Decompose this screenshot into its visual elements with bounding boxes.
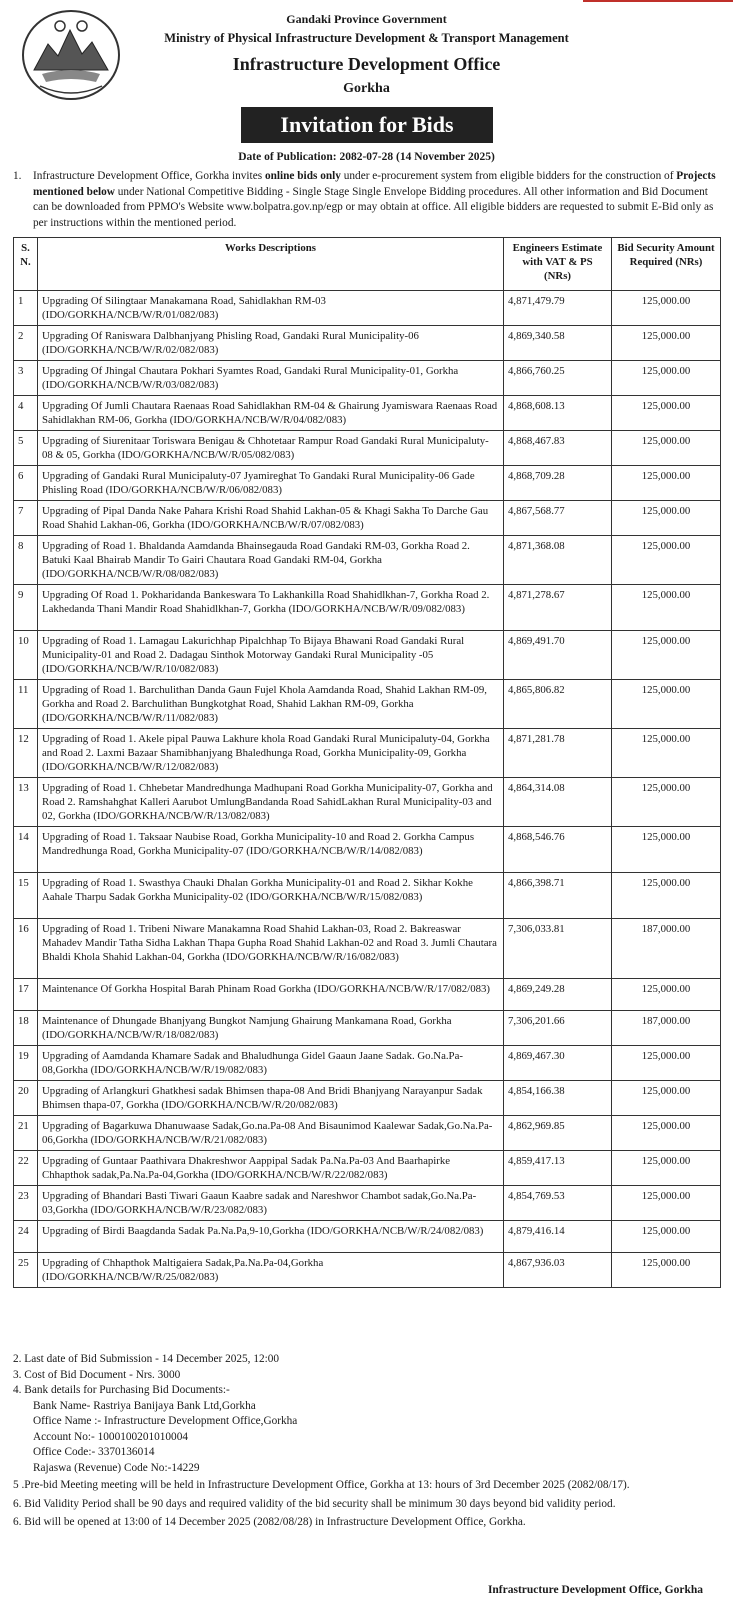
row-estimate-cell: 4,866,398.71 bbox=[504, 873, 612, 919]
bank-name: Bank Name- Rastriya Banijaya Bank Ltd,Gorkha bbox=[33, 1399, 256, 1412]
row-estimate-cell: 4,868,467.83 bbox=[504, 431, 612, 466]
table-row bbox=[14, 431, 721, 466]
table-header-row bbox=[14, 238, 721, 291]
row-bid-security-cell: 125,000.00 bbox=[612, 1253, 721, 1288]
row-estimate-cell: 4,869,249.28 bbox=[504, 979, 612, 1011]
row-sn-cell: 17 bbox=[14, 979, 38, 1011]
row-bid-security-cell: 125,000.00 bbox=[612, 1116, 721, 1151]
row-estimate-cell: 4,854,769.53 bbox=[504, 1186, 612, 1221]
intro-paragraph bbox=[13, 169, 723, 231]
header-works-description: Works Descriptions bbox=[38, 238, 504, 291]
footer-signature: Infrastructure Development Office, Gorkha bbox=[487, 1584, 703, 1596]
row-estimate-cell: 4,869,340.58 bbox=[504, 326, 612, 361]
works-table-body bbox=[14, 291, 721, 1288]
row-sn-cell: 8 bbox=[14, 536, 38, 585]
table-row bbox=[14, 1253, 721, 1288]
table-row bbox=[14, 631, 721, 680]
row-estimate-cell: 4,867,936.03 bbox=[504, 1253, 612, 1288]
row-description-cell: Upgrading of Aamdanda Khamare Sadak and Bhaludhunga Gidel Gaaun Jaane Sadak. Go.Na.Pa-08,Gorkha (IDO/GORKHA/NCB/W/R/19/082/083) bbox=[38, 1046, 504, 1081]
row-sn-cell: 19 bbox=[14, 1046, 38, 1081]
row-sn-cell: 10 bbox=[14, 631, 38, 680]
row-bid-security-cell: 125,000.00 bbox=[612, 680, 721, 729]
table-row bbox=[14, 1011, 721, 1046]
intro-number: 1. bbox=[13, 170, 22, 182]
row-estimate-cell: 4,868,709.28 bbox=[504, 466, 612, 501]
bank-office-code: Office Code:- 3370136014 bbox=[33, 1446, 155, 1458]
row-bid-security-cell: 125,000.00 bbox=[612, 979, 721, 1011]
table-row bbox=[14, 1221, 721, 1253]
row-bid-security-cell: 125,000.00 bbox=[612, 729, 721, 778]
row-bid-security-cell: 125,000.00 bbox=[612, 1081, 721, 1116]
row-bid-security-cell: 125,000.00 bbox=[612, 501, 721, 536]
row-sn-cell: 16 bbox=[14, 919, 38, 979]
row-estimate-cell: 4,869,467.30 bbox=[504, 1046, 612, 1081]
row-description-cell: Upgrading Of Raniswara Dalbhanjyang Phisling Road, Gandaki Rural Municipality-06 (IDO/GORKHA/NCB/W/R/02/082/083) bbox=[38, 326, 504, 361]
intro-text-3: under National Competitive Bidding - Single Stage Single Envelope Bidding procedures. All other information and Bid Document can be downloaded from PPMO's Website www.bolpatra.gov.np/egp or may obtain at office. All eligible bidders are requested to submit E-Bid only as per instructions within the mentioned period. bbox=[33, 185, 714, 229]
row-estimate-cell: 4,871,479.79 bbox=[504, 291, 612, 326]
row-estimate-cell: 4,869,491.70 bbox=[504, 631, 612, 680]
row-bid-security-cell: 125,000.00 bbox=[612, 1186, 721, 1221]
row-description-cell: Upgrading Of Jumli Chautara Raenaas Road Sahidlakhan RM-04 & Ghairung Jyamiswara Raenaas Road Sahidlakhan RM-06, Gorkha (IDO/GORKHA/NCB/W/R/04/082/083) bbox=[38, 396, 504, 431]
table-row bbox=[14, 291, 721, 326]
intro-bold-1: online bids only bbox=[264, 170, 341, 182]
row-description-cell: Upgrading of Birdi Baagdanda Sadak Pa.Na.Pa,9-10,Gorkha (IDO/GORKHA/NCB/W/R/24/082/083) bbox=[38, 1221, 504, 1253]
row-bid-security-cell: 125,000.00 bbox=[612, 326, 721, 361]
row-sn-cell: 11 bbox=[14, 680, 38, 729]
note-prebid-meeting: 5 .Pre-bid Meeting meeting will be held in Infrastructure Development Office, Gorkha at 13: hours of 3rd December 2025 (2082/08/17). bbox=[13, 1479, 630, 1491]
row-description-cell: Upgrading of Chhapthok Maltigaiera Sadak,Pa.Na.Pa-04,Gorkha (IDO/GORKHA/NCB/W/R/25/082/083) bbox=[38, 1253, 504, 1288]
notes-section bbox=[13, 1352, 723, 1531]
row-description-cell: Upgrading Of Jhingal Chautara Pokhari Syamtes Road, Gandaki Rural Municipality-01, Gorkha (IDO/GORKHA/NCB/W/R/03/082/083) bbox=[38, 361, 504, 396]
row-estimate-cell: 4,867,568.77 bbox=[504, 501, 612, 536]
row-description-cell: Maintenance Of Gorkha Hospital Barah Phinam Road Gorkha (IDO/GORKHA/NCB/W/R/17/082/083) bbox=[38, 979, 504, 1011]
row-bid-security-cell: 125,000.00 bbox=[612, 827, 721, 873]
row-sn-cell: 5 bbox=[14, 431, 38, 466]
row-estimate-cell: 4,871,281.78 bbox=[504, 729, 612, 778]
table-row bbox=[14, 1046, 721, 1081]
row-bid-security-cell: 125,000.00 bbox=[612, 466, 721, 501]
row-estimate-cell: 4,871,368.08 bbox=[504, 536, 612, 585]
row-estimate-cell: 4,859,417.13 bbox=[504, 1151, 612, 1186]
header-engineers-estimate: Engineers Estimate with VAT & PS (NRs) bbox=[504, 238, 612, 291]
row-description-cell: Maintenance of Dhungade Bhanjyang Bungkot Namjung Ghairung Mankamana Road, Gorkha (IDO/GORKHA/NCB/W/R/18/082/083) bbox=[38, 1011, 504, 1046]
works-table bbox=[13, 237, 721, 1288]
table-row bbox=[14, 1151, 721, 1186]
row-bid-security-cell: 125,000.00 bbox=[612, 291, 721, 326]
row-sn-cell: 13 bbox=[14, 778, 38, 827]
table-row bbox=[14, 729, 721, 778]
table-row bbox=[14, 536, 721, 585]
table-row bbox=[14, 396, 721, 431]
row-sn-cell: 23 bbox=[14, 1186, 38, 1221]
publication-date: Date of Publication: 2082-07-28 (14 November 2025) bbox=[238, 151, 495, 163]
table-row bbox=[14, 778, 721, 827]
bank-office-name: Office Name :- Infrastructure Development Office,Gorkha bbox=[33, 1415, 298, 1427]
row-bid-security-cell: 125,000.00 bbox=[612, 1151, 721, 1186]
district-name: Gorkha bbox=[343, 81, 390, 96]
row-description-cell: Upgrading Of Silingtaar Manakamana Road, Sahidlakhan RM-03 (IDO/GORKHA/NCB/W/R/01/082/083) bbox=[38, 291, 504, 326]
row-estimate-cell: 4,862,969.85 bbox=[504, 1116, 612, 1151]
row-estimate-cell: 4,871,278.67 bbox=[504, 585, 612, 631]
row-description-cell: Upgrading of Arlangkuri Ghatkhesi sadak Bhimsen thapa-08 And Bridi Bhanjyang Narayanpur Sadak Bhimsen thapa-07, Gorkha (IDO/GORKHA/NCB/W/R/20/082/083) bbox=[38, 1081, 504, 1116]
row-estimate-cell: 4,879,416.14 bbox=[504, 1221, 612, 1253]
table-row bbox=[14, 1081, 721, 1116]
table-row bbox=[14, 919, 721, 979]
row-bid-security-cell: 125,000.00 bbox=[612, 873, 721, 919]
row-estimate-cell: 4,865,806.82 bbox=[504, 680, 612, 729]
bank-account-number: Account No:- 1000100201010004 bbox=[33, 1430, 189, 1443]
note-bid-submission: 2. Last date of Bid Submission - 14 December 2025, 12:00 bbox=[13, 1353, 280, 1365]
note-bid-validity: 6. Bid Validity Period shall be 90 days and required validity of the bid security shall be minimum 30 days beyond bid validity period. bbox=[13, 1497, 616, 1510]
row-sn-cell: 12 bbox=[14, 729, 38, 778]
row-sn-cell: 21 bbox=[14, 1116, 38, 1151]
row-sn-cell: 18 bbox=[14, 1011, 38, 1046]
intro-text-2: under e-procurement system from eligible bidders for the construction of bbox=[340, 170, 677, 182]
table-row bbox=[14, 1116, 721, 1151]
intro-text-1: Infrastructure Development Office, Gorkha invites bbox=[33, 170, 265, 182]
header-bid-security: Bid Security Amount Required (NRs) bbox=[612, 238, 721, 291]
row-description-cell: Upgrading of Gandaki Rural Municipaluty-07 Jyamireghat To Gandaki Rural Municipality-06 Gade Phisling Road (IDO/GORKHA/NCB/W/R/06/082/083) bbox=[38, 466, 504, 501]
row-sn-cell: 7 bbox=[14, 501, 38, 536]
row-description-cell: Upgrading of Road 1. Swasthya Chauki Dhalan Gorkha Municipality-01 and Road 2. Sikhar Kokhe Aahale Tharpu Sadak Gorkha Municipality-02 (IDO/GORKHA/NCB/W/R/15/082/083) bbox=[38, 873, 504, 919]
row-estimate-cell: 7,306,201.66 bbox=[504, 1011, 612, 1046]
row-estimate-cell: 4,854,166.38 bbox=[504, 1081, 612, 1116]
row-bid-security-cell: 187,000.00 bbox=[612, 1011, 721, 1046]
row-bid-security-cell: 187,000.00 bbox=[612, 919, 721, 979]
row-sn-cell: 22 bbox=[14, 1151, 38, 1186]
row-estimate-cell: 4,866,760.25 bbox=[504, 361, 612, 396]
bank-revenue-code: Rajaswa (Revenue) Code No:-14229 bbox=[33, 1461, 200, 1474]
row-bid-security-cell: 125,000.00 bbox=[612, 536, 721, 585]
notice-header bbox=[0, 0, 733, 150]
row-description-cell: Upgrading of Bagarkuwa Dhanuwaase Sadak,Go.na.Pa-08 And Bisaunimod Kaalewar Sadak,Go.Na.Pa-06,Gorkha (IDO/GORKHA/NCB/W/R/21/082/083) bbox=[38, 1116, 504, 1151]
row-description-cell: Upgrading of Road 1. Akele pipal Pauwa Lakhure khola Road Gandaki Rural Municipaluty-04, Gorkha and Road 2. Laxmi Bazaar Shamibhanjyang Bhaledhunga Road, Gorkha Municipality-09, Gorkha (IDO/GORKHA/NCB/W/R/12/082/083) bbox=[38, 729, 504, 778]
row-description-cell: Upgrading of Bhandari Basti Tiwari Gaaun Kaabre sadak and Nareshwor Chambot sadak,Go.Na.Pa-03,Gorkha (IDO/GORKHA/NCB/W/R/23/082/083) bbox=[38, 1186, 504, 1221]
row-description-cell: Upgrading of Siurenitaar Toriswara Benigau & Chhotetaar Rampur Road Gandaki Rural Municipaluty-08 & 05, Gorkha (IDO/GORKHA/NCB/W/R/05/082/083) bbox=[38, 431, 504, 466]
row-description-cell: Upgrading of Road 1. Tribeni Niware Manakamna Road Shahid Lakhan-03, Road 2. Bakreaswar Mahadev Mandir Tatha Sidha Lakhan Thapa Gupha Road Shahid Lakhan-02 and Road 3. Jumli Chautara Bhaldi Khola Shahid Lakhan-04, Gorkha (IDO/GORKHA/NCB/W/R/16/082/083) bbox=[38, 919, 504, 979]
row-sn-cell: 25 bbox=[14, 1253, 38, 1288]
table-row bbox=[14, 361, 721, 396]
province-name: Gandaki Province Government bbox=[286, 12, 447, 26]
row-sn-cell: 1 bbox=[14, 291, 38, 326]
row-estimate-cell: 4,868,608.13 bbox=[504, 396, 612, 431]
row-estimate-cell: 4,868,546.76 bbox=[504, 827, 612, 873]
note-bid-document-cost: 3. Cost of Bid Document - Nrs. 3000 bbox=[13, 1368, 181, 1381]
row-sn-cell: 6 bbox=[14, 466, 38, 501]
row-description-cell: Upgrading of Road 1. Taksaar Naubise Road, Gorkha Municipality-10 and Road 2. Gorkha Campus Mandredhunga Road, Gorkha Municipality-07 (IDO/GORKHA/NCB/W/R/14/082/083) bbox=[38, 827, 504, 873]
intro-bold-2: Projects mentioned below bbox=[33, 170, 716, 198]
row-bid-security-cell: 125,000.00 bbox=[612, 1221, 721, 1253]
table-row bbox=[14, 979, 721, 1011]
row-sn-cell: 2 bbox=[14, 326, 38, 361]
row-description-cell: Upgrading of Road 1. Lamagau Lakurichhap Pipalchhap To Bijaya Bhawani Road Gandaki Rural Municipality-01 and Road 2. Dadagau Sinthok Motorway Gandaki Rural Municipality -05 (IDO/GORKHA/NCB/W/R/10/082/083) bbox=[38, 631, 504, 680]
row-description-cell: Upgrading of Road 1. Barchulithan Danda Gaun Fujel Khola Aamdanda Road, Shahid Lakhan RM-09, Gorkha and Road 2. Barchulithan Bungkotghat Road, Shahid Lakhan RM-09, Gorkha (IDO/GORKHA/NCB/W/R/11/082/083) bbox=[38, 680, 504, 729]
row-sn-cell: 20 bbox=[14, 1081, 38, 1116]
row-bid-security-cell: 125,000.00 bbox=[612, 778, 721, 827]
row-bid-security-cell: 125,000.00 bbox=[612, 631, 721, 680]
table-row bbox=[14, 585, 721, 631]
notice-title: Invitation for Bids bbox=[241, 107, 493, 143]
row-description-cell: Upgrading of Pipal Danda Nake Pahara Krishi Road Shahid Lakhan-05 & Khagi Sakha To Darche Gau Road Shahid Lakhan-06, Gorkha (IDO/GORKHA/NCB/W/R/07/082/083) bbox=[38, 501, 504, 536]
row-bid-security-cell: 125,000.00 bbox=[612, 396, 721, 431]
table-row bbox=[14, 873, 721, 919]
row-sn-cell: 24 bbox=[14, 1221, 38, 1253]
row-sn-cell: 14 bbox=[14, 827, 38, 873]
table-row bbox=[14, 501, 721, 536]
table-row bbox=[14, 326, 721, 361]
row-sn-cell: 15 bbox=[14, 873, 38, 919]
row-bid-security-cell: 125,000.00 bbox=[612, 431, 721, 466]
table-row bbox=[14, 466, 721, 501]
note-bid-opening: 6. Bid will be opened at 13:00 of 14 December 2025 (2082/08/28) in Infrastructure Development Office, Gorkha. bbox=[13, 1516, 526, 1528]
note-bank-details: 4. Bank details for Purchasing Bid Documents:- bbox=[13, 1384, 230, 1396]
row-bid-security-cell: 125,000.00 bbox=[612, 1046, 721, 1081]
row-description-cell: Upgrading of Road 1. Bhaldanda Aamdanda Bhainsegauda Road Gandaki RM-03, Gorkha Road 2. Batuki Kaal Bhairab Mandir To Gairi Chautara Road Gandaki RM-04, Gorkha (IDO/GORKHA/NCB/W/R/08/082/083) bbox=[38, 536, 504, 585]
row-sn-cell: 9 bbox=[14, 585, 38, 631]
row-description-cell: Upgrading of Road 1. Chhebetar Mandredhunga Madhupani Road Gorkha Municipality-07, Gorkha and Road 2. Ramshahghat Kalleri Aarubot UmlungBandanda Road SahidLakhan Rural Municipality-03 and 02, Gorkha (IDO/GORKHA/NCB/W/R/13/082/083) bbox=[38, 778, 504, 827]
row-sn-cell: 4 bbox=[14, 396, 38, 431]
row-bid-security-cell: 125,000.00 bbox=[612, 361, 721, 396]
table-row bbox=[14, 680, 721, 729]
header-sn: S. N. bbox=[14, 238, 38, 291]
row-estimate-cell: 4,864,314.08 bbox=[504, 778, 612, 827]
table-row bbox=[14, 1186, 721, 1221]
row-estimate-cell: 7,306,033.81 bbox=[504, 919, 612, 979]
row-description-cell: Upgrading Of Road 1. Pokharidanda Bankeswara To Lakhankilla Road Shahidlkhan-7, Gorkha Road 2. Lakhedanda Thani Mandir Road Shahidlkhan-7, Gorkha (IDO/GORKHA/NCB/W/R/09/082/083) bbox=[38, 585, 504, 631]
row-description-cell: Upgrading of Guntaar Paathivara Dhakreshwor Aappipal Sadak Pa.Na.Pa-03 And Baarhapirke Chhapthok sadak,Pa.Na.Pa-04,Gorkha (IDO/GORKHA/NCB/W/R/22/082/083) bbox=[38, 1151, 504, 1186]
row-sn-cell: 3 bbox=[14, 361, 38, 396]
table-row bbox=[14, 827, 721, 873]
office-name: Infrastructure Development Office bbox=[232, 54, 501, 74]
row-bid-security-cell: 125,000.00 bbox=[612, 585, 721, 631]
ministry-name: Ministry of Physical Infrastructure Development & Transport Management bbox=[164, 31, 569, 45]
